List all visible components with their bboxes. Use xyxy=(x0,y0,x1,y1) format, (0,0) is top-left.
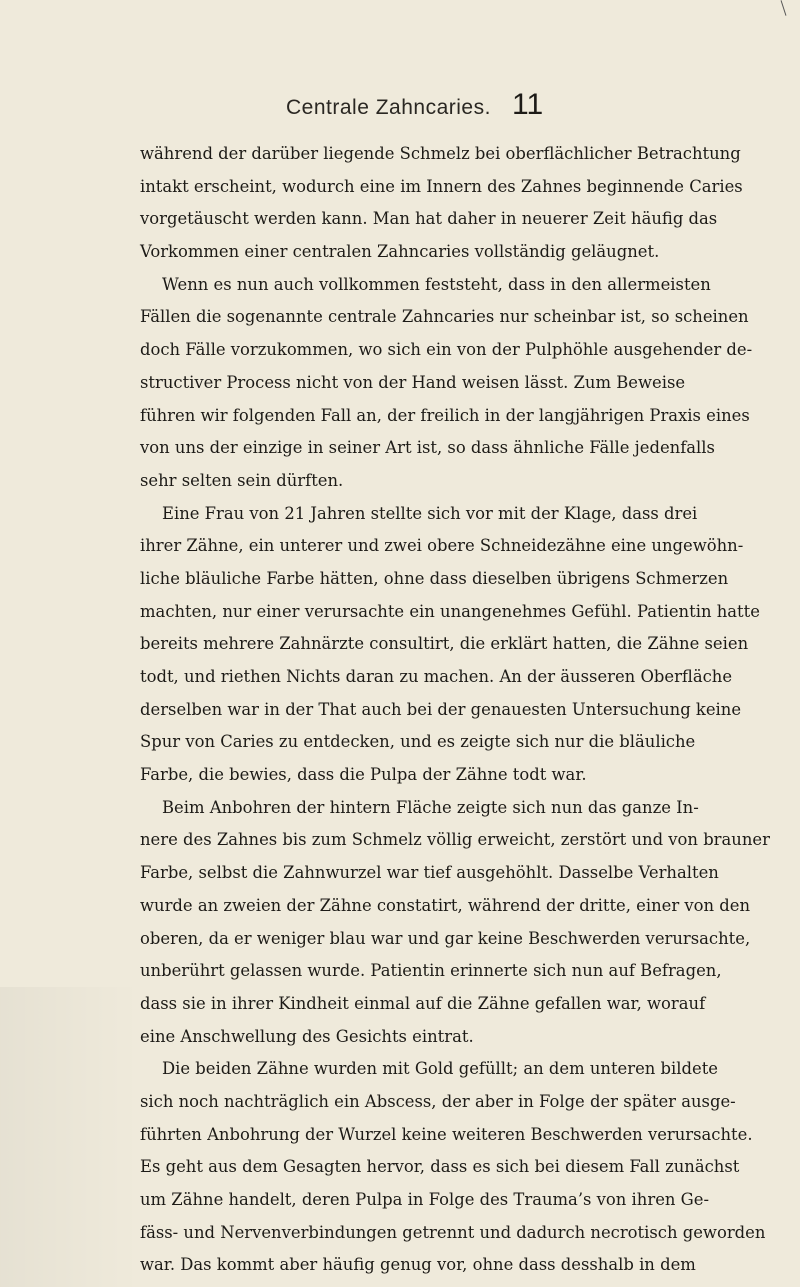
text-line: Spur von Caries zu entdecken, und es zeigte sich nur die bläuliche xyxy=(140,732,696,752)
scan-mark xyxy=(781,0,787,16)
page-edge-shadow xyxy=(0,987,140,1287)
text-line: dass sie in ihrer Kindheit einmal auf die Zähne gefallen war, worauf xyxy=(140,993,706,1013)
text-line: Es geht aus dem Gesagten hervor, dass es sich bei diesem Fall zunächst xyxy=(140,1157,740,1177)
text-line: um Zähne handelt, deren Pulpa in Folge des Trauma’s von ihren Ge- xyxy=(140,1190,709,1209)
text-line: structiver Process nicht von der Hand weisen lässt. Zum Beweise xyxy=(140,372,686,392)
text-line: von uns der einzige in seiner Art ist, so dass ähnliche Fälle jedenfalls xyxy=(140,438,715,458)
text-line: liche bläuliche Farbe hätten, ohne dass dieselben übrigens Schmerzen xyxy=(140,568,729,588)
text-line: wurde an zweien der Zähne constatirt, während der dritte, einer von den xyxy=(140,895,751,915)
text-line: vorgetäuscht werden kann. Man hat daher in neuerer Zeit häufig das xyxy=(140,209,718,229)
text-line: fäss- und Nervenverbindungen getrennt und dadurch necrotisch geworden xyxy=(140,1222,766,1242)
paragraph xyxy=(140,1053,766,1282)
text-line: Beim Anbohren der hintern Fläche zeigte sich nun das ganze In- xyxy=(162,797,699,817)
paragraph xyxy=(140,792,770,1054)
paragraph xyxy=(140,269,753,498)
text-line: war. Das kommt aber häufig genug vor, ohne dass desshalb in dem xyxy=(140,1255,696,1275)
paragraph xyxy=(140,498,760,792)
text-line: während der darüber liegende Schmelz bei oberflächlicher Betrachtung xyxy=(140,144,741,163)
text-line: sich noch nachträglich ein Abscess, der aber in Folge der später ausge- xyxy=(140,1091,736,1111)
text-line: todt, und riethen Nichts daran zu machen. An der äusseren Oberfläche xyxy=(140,667,733,686)
text-line: bereits mehrere Zahnärzte consultirt, die erklärt hatten, die Zähne seien xyxy=(140,634,749,654)
text-line: nere des Zahnes bis zum Schmelz völlig erweicht, zerstört und von brauner xyxy=(140,830,770,850)
text-line: Vorkommen einer centralen Zahncaries vollständig geläugnet. xyxy=(140,242,660,262)
text-line: führen wir folgenden Fall an, der freilich in der langjährigen Praxis eines xyxy=(140,405,750,425)
text-line: Wenn es nun auch vollkommen feststeht, dass in den allermeisten xyxy=(162,274,711,294)
text-line: unberührt gelassen wurde. Patientin erinnerte sich nun auf Befragen, xyxy=(140,961,722,981)
text-line: eine Anschwellung des Gesichts eintrat. xyxy=(140,1026,474,1046)
text-line: derselben war in der That auch bei der genauesten Untersuchung keine xyxy=(140,699,742,719)
text-line: Farbe, selbst die Zahnwurzel war tief ausgehöhlt. Dasselbe Verhalten xyxy=(140,863,719,883)
text-line: intakt erscheint, wodurch eine im Innern des Zahnes beginnende Caries xyxy=(140,176,743,196)
text-line: sehr selten sein dürften. xyxy=(140,470,344,490)
text-line: Farbe, die bewies, dass die Pulpa der Zähne todt war. xyxy=(140,765,587,785)
paragraph xyxy=(140,138,743,269)
text-line: machten, nur einer verursachte ein unangenehmes Gefühl. Patientin hatte xyxy=(140,601,760,621)
text-line: Die beiden Zähne wurden mit Gold gefüllt; an dem unteren bildete xyxy=(162,1059,718,1079)
text-line: führten Anbohrung der Wurzel keine weiteren Beschwerden verursachte. xyxy=(140,1124,753,1144)
text-line: ihrer Zähne, ein unterer und zwei obere Schneidezähne eine ungewöhn- xyxy=(140,536,744,556)
page-header xyxy=(0,88,800,128)
text-line: Eine Frau von 21 Jahren stellte sich vor mit der Klage, dass drei xyxy=(162,503,698,523)
page-number: 11 xyxy=(512,88,544,121)
text-line: doch Fälle vorzukommen, wo sich ein von der Pulphöhle ausgehender de- xyxy=(140,340,753,360)
body-text xyxy=(140,138,770,1282)
running-title: Centrale Zahncaries. xyxy=(286,96,491,119)
text-line: Fällen die sogenannte centrale Zahncaries nur scheinbar ist, so scheinen xyxy=(140,307,749,327)
text-line: oberen, da er weniger blau war und gar keine Beschwerden verursachte, xyxy=(140,928,751,948)
